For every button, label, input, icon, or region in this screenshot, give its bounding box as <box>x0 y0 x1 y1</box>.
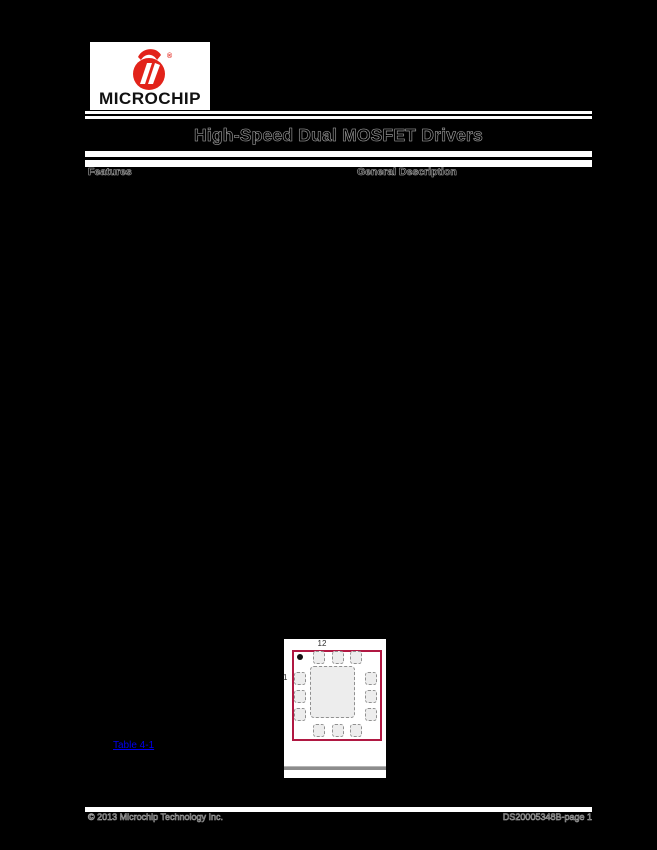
logo-wordmark: MICROCHIP <box>99 90 201 108</box>
package-pad <box>332 724 344 737</box>
package-pad <box>350 724 362 737</box>
page-title: High-Speed Dual MOSFET Drivers <box>194 125 483 145</box>
pin-1-label: 1 <box>283 673 288 682</box>
package-pad <box>332 651 344 664</box>
table-reference-link[interactable]: Table 4-1 <box>113 740 155 751</box>
package-pad <box>294 690 306 703</box>
exposed-thermal-pad <box>310 666 355 718</box>
footer-doc-number: DS20005348B-page 1 <box>502 812 592 822</box>
package-pad <box>365 690 377 703</box>
package-pad <box>350 651 362 664</box>
general-description-heading: General Description <box>357 166 457 178</box>
microchip-logo <box>90 42 210 110</box>
package-pad <box>294 672 306 685</box>
footer-copyright: © 2013 Microchip Technology Inc. <box>88 812 224 822</box>
package-pad <box>313 651 325 664</box>
package-pad <box>365 672 377 685</box>
package-diagram <box>284 639 386 778</box>
features-heading: Features <box>88 166 132 178</box>
figure-bottom-rule <box>284 766 386 770</box>
pin-12-label: 12 <box>317 639 327 648</box>
header-rule-bottom <box>85 151 592 167</box>
registered-trademark-icon: ® <box>167 53 173 60</box>
package-pad <box>313 724 325 737</box>
microchip-logo-icon <box>127 46 171 92</box>
package-pad <box>294 708 306 721</box>
package-pad <box>365 708 377 721</box>
pin-1-indicator-dot <box>297 654 303 660</box>
header-rule-top <box>85 111 592 119</box>
